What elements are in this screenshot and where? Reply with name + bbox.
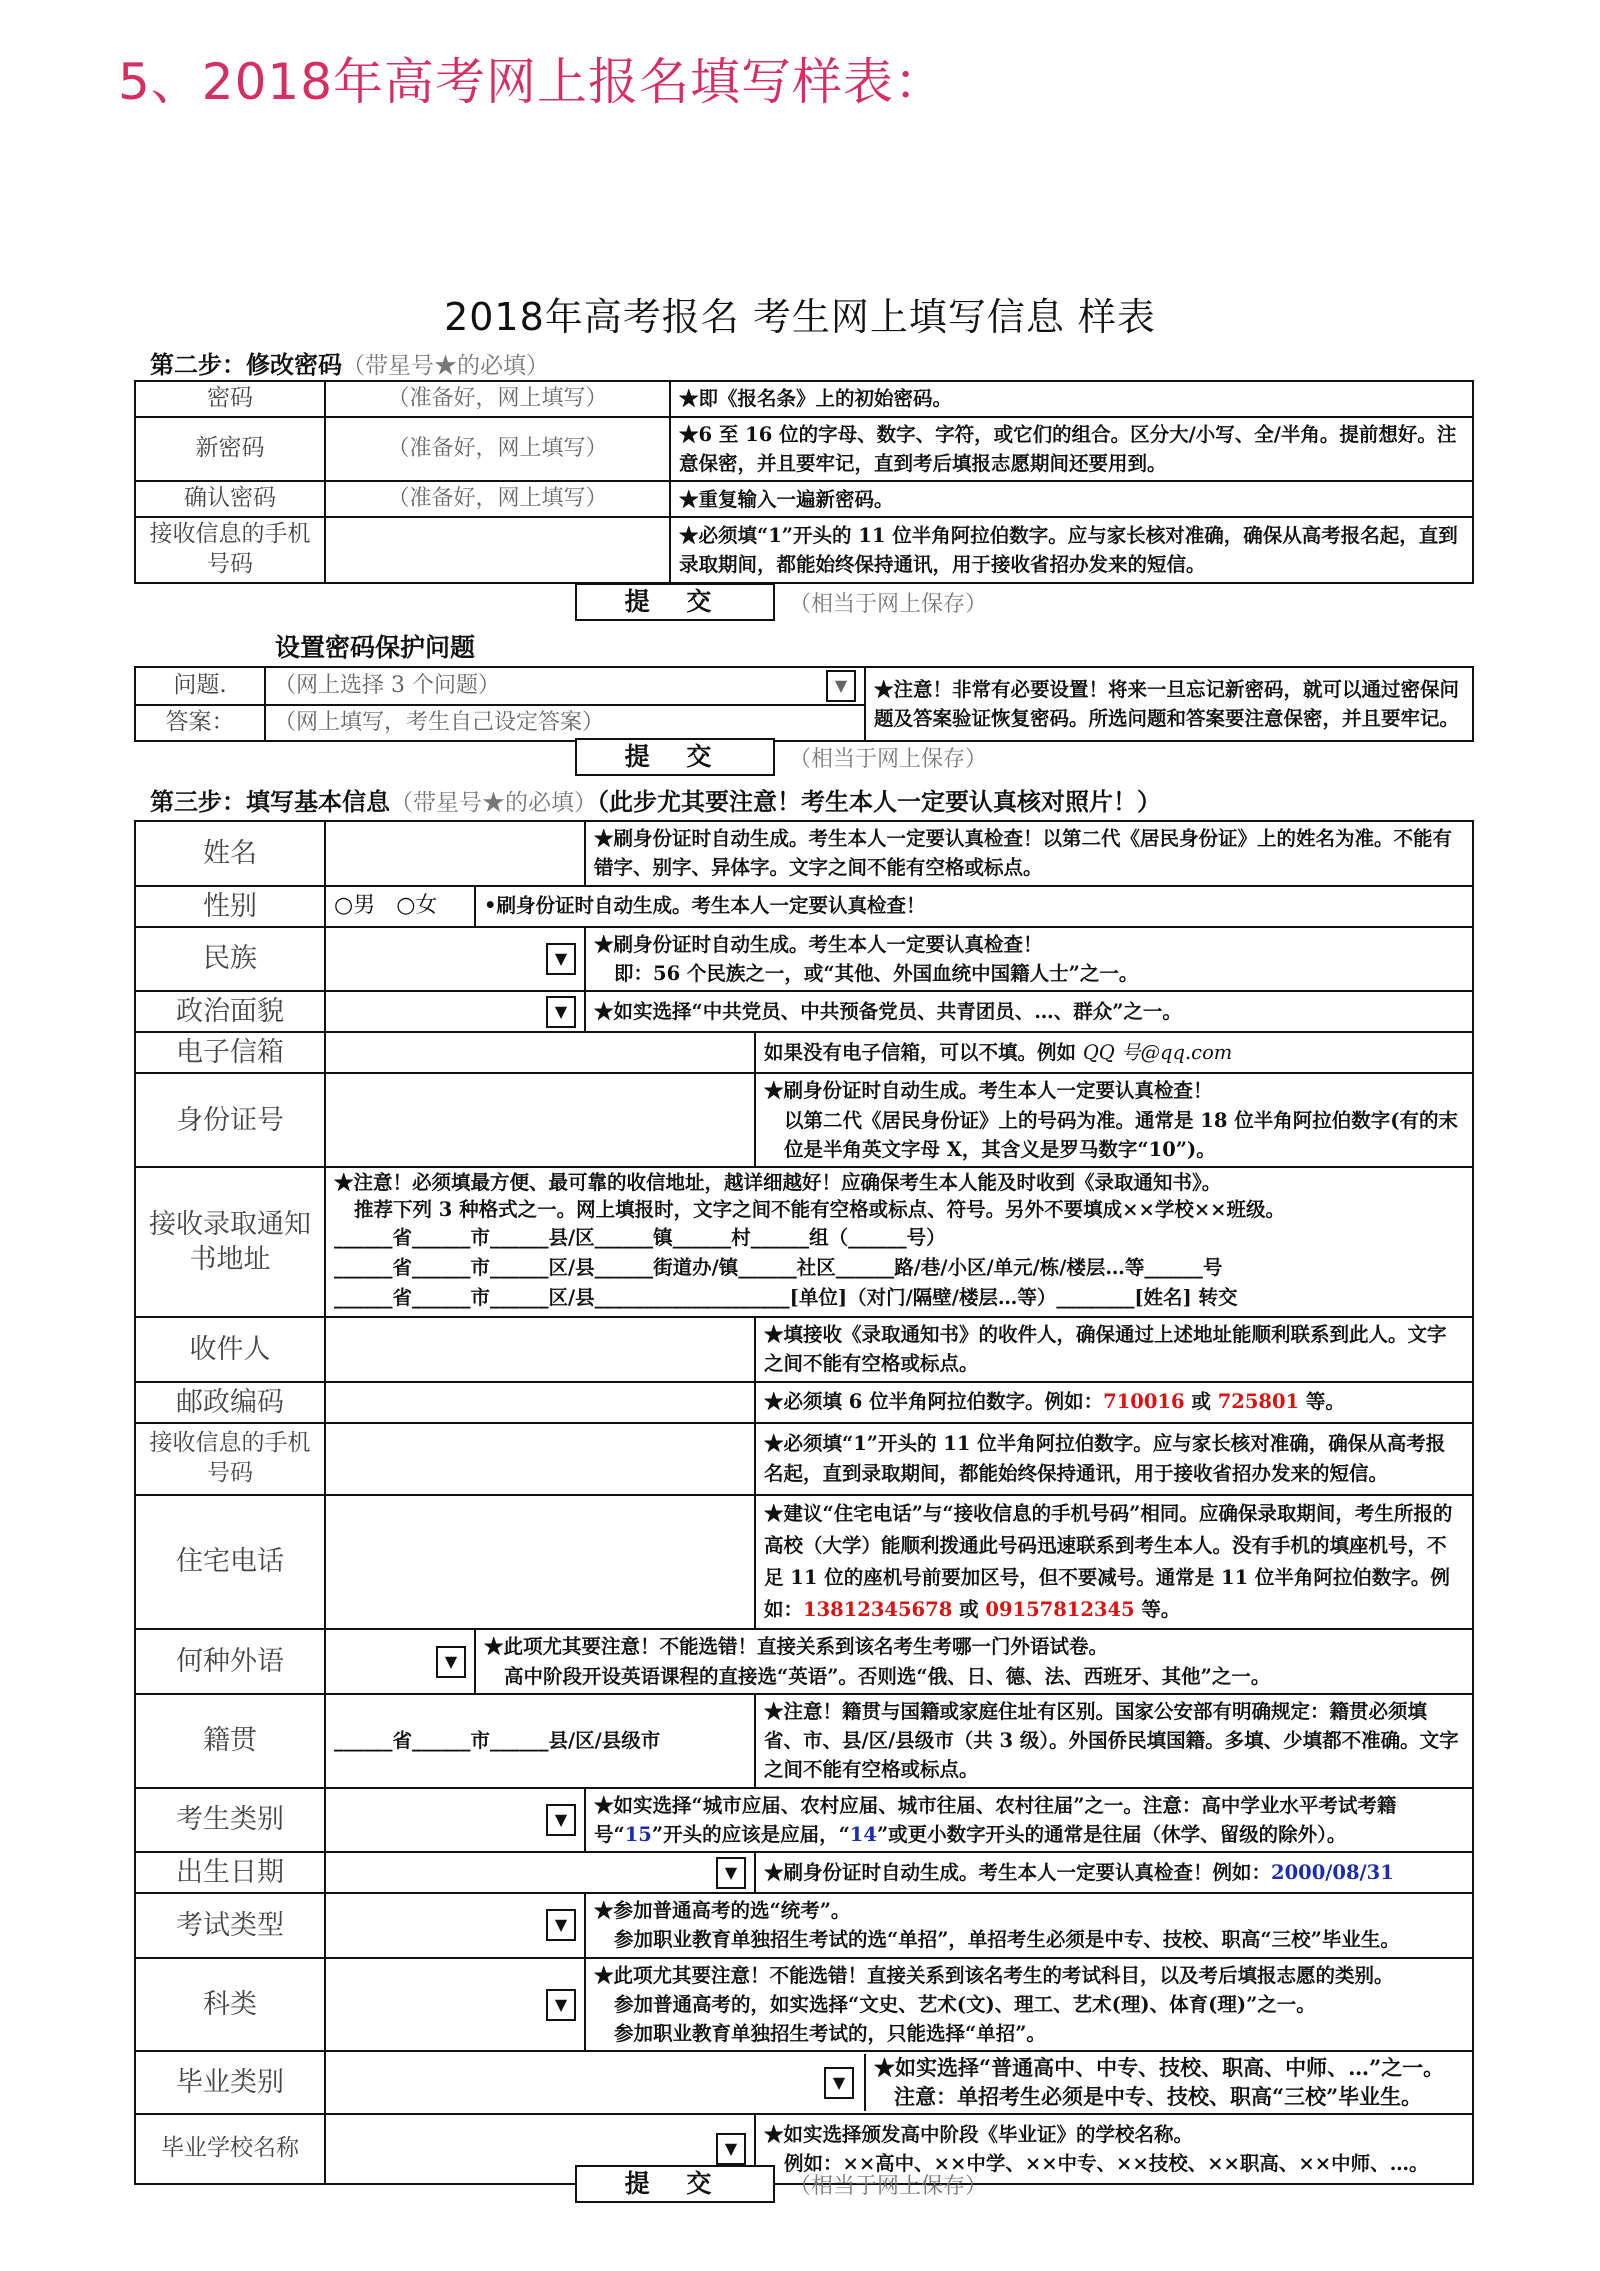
school-note-line1: ★如实选择颁发高中阶段《毕业证》的学校名称。 xyxy=(764,2122,1194,2146)
ethnicity-note xyxy=(585,927,1473,992)
postcode-end: 等。 xyxy=(1305,1390,1345,1414)
recipient-label: 收件人 xyxy=(135,1317,325,1382)
dropdown-arrow-icon[interactable]: ▼ xyxy=(546,1804,576,1836)
native-label: 籍贯 xyxy=(135,1694,325,1788)
language-note-line1: ★此项尤其要注意！不能选错！直接关系到该名考生考哪一门外语试卷。 xyxy=(484,1635,1109,1659)
gender-radio-group[interactable] xyxy=(325,886,475,927)
name-label: 姓名 xyxy=(135,821,325,886)
exam-type-label: 考试类型 xyxy=(135,1893,325,1958)
category-note-b: ”开头的应该是应届，“ xyxy=(651,1822,850,1846)
grad-type-note-line2: 注意：单招考生必须是中专、技校、职高“三校”毕业生。 xyxy=(894,2083,1423,2109)
home-phone-label: 住宅电话 xyxy=(135,1495,325,1630)
category-num-15: 15 xyxy=(624,1822,652,1846)
dropdown-arrow-icon[interactable]: ▼ xyxy=(546,1989,576,2021)
dropdown-arrow-icon[interactable]: ▼ xyxy=(546,1909,576,1941)
subject-note-line2: 参加普通高考的，如实选择“文史、艺术(文)、理工、艺术(理)、体育(理)”之一。 xyxy=(614,1992,1316,2016)
grad-type-select[interactable] xyxy=(334,2067,864,2099)
gender-male-radio[interactable]: ○男 xyxy=(334,893,376,919)
postcode-input[interactable] xyxy=(325,1382,755,1423)
email-example: QQ 号@qq.com xyxy=(1082,1041,1233,1065)
confirm-password-input[interactable]: （准备好，网上填写） xyxy=(325,481,670,517)
question-select[interactable] xyxy=(265,667,865,705)
language-label: 何种外语 xyxy=(135,1629,325,1694)
category-label: 考生类别 xyxy=(135,1788,325,1853)
home-phone-note xyxy=(755,1495,1473,1630)
ethnicity-note-line1: ★刷身份证时自动生成。考生本人一定要认真检查！ xyxy=(594,932,1043,956)
address-note-line1: ★注意！必须填最方便、最可靠的收信地址，越详细越好！应确保考生本人能及时收到《录取通知书》。 xyxy=(334,1171,1222,1195)
security-table xyxy=(134,666,1474,742)
language-note-line2: 高中阶段开设英语课程的直接选“英语”。否则选“俄、日、德、法、西班牙、其他”之一。 xyxy=(504,1664,1271,1688)
address-format-3: ______省______市______区/县____________________[单位]（对门/隔壁/楼层…等）________[姓名] 转交 xyxy=(334,1286,1238,1310)
category-select[interactable] xyxy=(325,1788,585,1853)
answer-input[interactable]: （网上填写，考生自己设定答案） xyxy=(265,705,865,741)
mobile-input[interactable] xyxy=(325,517,670,583)
password-label: 密码 xyxy=(135,381,325,417)
gender-female-radio[interactable]: ○女 xyxy=(396,893,438,919)
address-note-line2: 推荐下列 3 种格式之一。网上填报时，文字之间不能有空格或标点、符号。另外不要填成××学校××班级。 xyxy=(354,1197,1286,1221)
recipient-note: ★填接收《录取通知书》的收件人，确保通过上述地址能顺利联系到此人。文字之间不能有空格或标点。 xyxy=(755,1317,1473,1382)
postcode-note-text: ★必须填 6 位半角阿拉伯数字。例如： xyxy=(764,1390,1104,1414)
step3-title-text: 第三步：填写基本信息 xyxy=(150,787,390,816)
dropdown-arrow-icon[interactable]: ▼ xyxy=(546,996,576,1028)
dropdown-arrow-icon[interactable]: ▼ xyxy=(436,1646,466,1678)
dropdown-arrow-icon[interactable]: ▼ xyxy=(716,2133,746,2165)
postcode-example-2: 725801 xyxy=(1217,1390,1300,1414)
address-format-1: ______省______市______县/区______镇______村______组（______号） xyxy=(334,1226,946,1250)
political-select[interactable] xyxy=(325,991,585,1032)
birth-select[interactable] xyxy=(325,1852,755,1893)
submit-row-2 xyxy=(575,738,987,776)
id-note-line2: 以第二代《居民身份证》上的号码为准。通常是 18 位半角阿拉伯数字(有的末位是半角英文字母 X，其含义是罗马数字“10”)。 xyxy=(784,1108,1458,1161)
confirm-password-label: 确认密码 xyxy=(135,481,325,517)
category-note xyxy=(585,1788,1473,1853)
step2-hint: （带星号★的必填） xyxy=(342,353,549,379)
submit-row-3 xyxy=(575,2165,987,2203)
exam-type-note-line1: ★参加普通高考的选“统考”。 xyxy=(594,1899,851,1923)
mobile2-label: 接收信息的手机号码 xyxy=(135,1423,325,1495)
password-note: ★即《报名条》上的初始密码。 xyxy=(670,381,1473,417)
name-input[interactable] xyxy=(325,821,585,886)
native-note: ★注意！籍贯与国籍或家庭住址有区别。国家公安部有明确规定：籍贯必须填省、市、县/区/县级市（共 3 级）。外国侨民填国籍。多填、少填都不准确。文字之间不能有空格或标点。 xyxy=(755,1694,1473,1788)
address-format-2: ______省______市______区/县______街道办/镇______社区______路/巷/小区/单元/栋/楼层…等______号 xyxy=(334,1256,1223,1280)
birth-note-text: ★刷身份证时自动生成。考生本人一定要认真检查！例如： xyxy=(764,1860,1272,1884)
step2-title-text: 第二步：修改密码 xyxy=(150,350,342,379)
exam-type-note xyxy=(585,1893,1473,1958)
document-title: 2018年高考报名 考生网上填写信息 样表 xyxy=(444,295,1156,339)
political-label: 政治面貌 xyxy=(135,991,325,1032)
password-input[interactable]: （准备好，网上填写） xyxy=(325,381,670,417)
postcode-or: 或 xyxy=(1191,1390,1211,1414)
native-input[interactable]: ______省______市______县/区/县级市 xyxy=(325,1694,755,1788)
home-phone-input[interactable] xyxy=(325,1495,755,1630)
exam-type-note-line2: 参加职业教育单独招生考试的选“单招”，单招考生必须是中专、技校、职高“三校”毕业生。 xyxy=(614,1928,1400,1952)
email-label: 电子信箱 xyxy=(135,1032,325,1073)
category-num-14: 14 xyxy=(849,1822,877,1846)
birth-note xyxy=(755,1852,1473,1893)
grad-type-note xyxy=(864,2054,1444,2111)
basic-info-table xyxy=(134,820,1474,2185)
section-heading: 5、2018年高考网上报名填写样表： xyxy=(118,53,946,111)
school-label: 毕业学校名称 xyxy=(135,2114,325,2184)
step3-title xyxy=(150,782,1161,817)
id-note-line1: ★刷身份证时自动生成。考生本人一定要认真检查！ xyxy=(764,1079,1213,1103)
mobile2-input[interactable] xyxy=(325,1423,755,1495)
step3-hint: （带星号★的必填） xyxy=(390,790,597,816)
home-phone-note-text: ★建议“住宅电话”与“接收信息的手机号码”相同。应确保录取期间，考生所报的高校（大学）能顺利拨通此号码迅速联系到考生本人。没有手机的填座机号，不足 11 位的座机号前要加区号，但不要减号。通常是 11 位半角阿拉伯数字。例如： xyxy=(764,1501,1453,1622)
name-note: ★刷身份证时自动生成。考生本人一定要认真检查！以第二代《居民身份证》上的姓名为准。不能有错字、别字、异体字。文字之间不能有空格或标点。 xyxy=(585,821,1473,886)
submit-button[interactable]: 提 交 xyxy=(575,2165,775,2203)
language-select[interactable] xyxy=(325,1629,475,1694)
grad-type-note-line1: ★如实选择“普通高中、中专、技校、职高、中师、…”之一。 xyxy=(874,2055,1445,2081)
postcode-label: 邮政编码 xyxy=(135,1382,325,1423)
home-phone-end: 等。 xyxy=(1141,1598,1181,1622)
mobile2-note: ★必须填“1”开头的 11 位半角阿拉伯数字。应与家长核对准确，确保从高考报名起，直到录取期间，都能始终保持通讯，用于接收省招办发来的短信。 xyxy=(755,1423,1473,1495)
submit-button[interactable]: 提 交 xyxy=(575,583,775,621)
dropdown-arrow-icon[interactable]: ▼ xyxy=(716,1857,746,1889)
dropdown-arrow-icon[interactable]: ▼ xyxy=(826,670,856,702)
category-note-c: ”或更小数字开头的通常是往届（休学、留级的除外）。 xyxy=(876,1822,1347,1846)
email-note xyxy=(755,1032,1473,1073)
email-input[interactable] xyxy=(325,1032,755,1073)
ethnicity-label: 民族 xyxy=(135,927,325,992)
new-password-label: 新密码 xyxy=(135,417,325,482)
submit-note: （相当于网上保存） xyxy=(789,591,988,617)
id-input[interactable] xyxy=(325,1073,755,1167)
id-label: 身份证号 xyxy=(135,1073,325,1167)
home-phone-example-1: 13812345678 xyxy=(803,1598,953,1622)
question-label: 问题. xyxy=(135,667,265,705)
birth-example: 2000/08/31 xyxy=(1271,1860,1394,1884)
category-note-a: ★如实选择“城市应届、农村应届、城市往届、农村往届”之一。注意：高中学业水平考试考籍号“ xyxy=(594,1793,1397,1846)
subject-note-line1: ★此项尤其要注意！不能选错！直接关系到该名考生的考试科目，以及考后填报志愿的类别。 xyxy=(594,1963,1394,1987)
mobile-note: ★必须填“1”开头的 11 位半角阿拉伯数字。应与家长核对准确，确保从高考报名起，直到录取期间，都能始终保持通讯，用于接收省招办发来的短信。 xyxy=(670,517,1473,583)
security-note: ★注意！非常有必要设置！将来一旦忘记新密码，就可以通过密保问题及答案验证恢复密码。所选问题和答案要注意保密，并且要牢记。 xyxy=(865,667,1473,741)
political-note: ★如实选择“中共党员、中共预备党员、共青团员、…、群众”之一。 xyxy=(585,991,1473,1032)
address-label: 接收录取通知书地址 xyxy=(135,1167,325,1317)
password-table xyxy=(134,380,1474,584)
subject-note-line3: 参加职业教育单独招生考试的，只能选择“单招”。 xyxy=(614,2022,1046,2046)
step3-warning: （此步尤其要注意！考生本人一定要认真核对照片！） xyxy=(597,787,1161,816)
gender-note: •刷身份证时自动生成。考生本人一定要认真检查！ xyxy=(475,886,1473,927)
dropdown-arrow-icon[interactable]: ▼ xyxy=(546,943,576,975)
security-title: 设置密码保护问题 xyxy=(275,633,476,662)
new-password-input[interactable]: （准备好，网上填写） xyxy=(325,417,670,482)
address-input[interactable] xyxy=(325,1167,1473,1317)
home-phone-example-2: 09157812345 xyxy=(985,1598,1135,1622)
postcode-note xyxy=(755,1382,1473,1423)
ethnicity-select[interactable] xyxy=(325,927,585,992)
birth-label: 出生日期 xyxy=(135,1852,325,1893)
home-phone-or: 或 xyxy=(959,1598,979,1622)
question-value: （网上选择 3 个问题） xyxy=(274,673,500,699)
submit-row-1 xyxy=(575,583,987,621)
subject-select[interactable] xyxy=(325,1958,585,2052)
submit-note: （相当于网上保存） xyxy=(789,2173,988,2199)
confirm-password-note: ★重复输入一遍新密码。 xyxy=(670,481,1473,517)
step2-title xyxy=(150,345,549,380)
mobile-label: 接收信息的手机号码 xyxy=(135,517,325,583)
answer-label: 答案： xyxy=(135,705,265,741)
subject-label: 科类 xyxy=(135,1958,325,2052)
grad-type-cell xyxy=(325,2051,1473,2114)
dropdown-arrow-icon[interactable]: ▼ xyxy=(824,2067,854,2099)
new-password-note: ★6 至 16 位的字母、数字、字符，或它们的组合。区分大/小写、全/半角。提前想好。注意保密，并且要牢记，直到考后填报志愿期间还要用到。 xyxy=(670,417,1473,482)
id-note xyxy=(755,1073,1473,1167)
postcode-example-1: 710016 xyxy=(1103,1390,1185,1414)
recipient-input[interactable] xyxy=(325,1317,755,1382)
email-note-text: 如果没有电子信箱，可以不填。例如 xyxy=(764,1041,1077,1065)
language-note xyxy=(475,1629,1473,1694)
ethnicity-note-line2: 即：56 个民族之一，或“其他、外国血统中国籍人士”之一。 xyxy=(614,961,1139,985)
subject-note xyxy=(585,1958,1473,2052)
submit-note: （相当于网上保存） xyxy=(789,746,988,772)
submit-button[interactable]: 提 交 xyxy=(575,738,775,776)
school-note-line2: 例如：××高中、××中学、××中专、××技校、××职高、××中师、…。 xyxy=(784,2152,1429,2176)
exam-type-select[interactable] xyxy=(325,1893,585,1958)
grad-type-label: 毕业类别 xyxy=(135,2051,325,2114)
gender-label: 性别 xyxy=(135,886,325,927)
